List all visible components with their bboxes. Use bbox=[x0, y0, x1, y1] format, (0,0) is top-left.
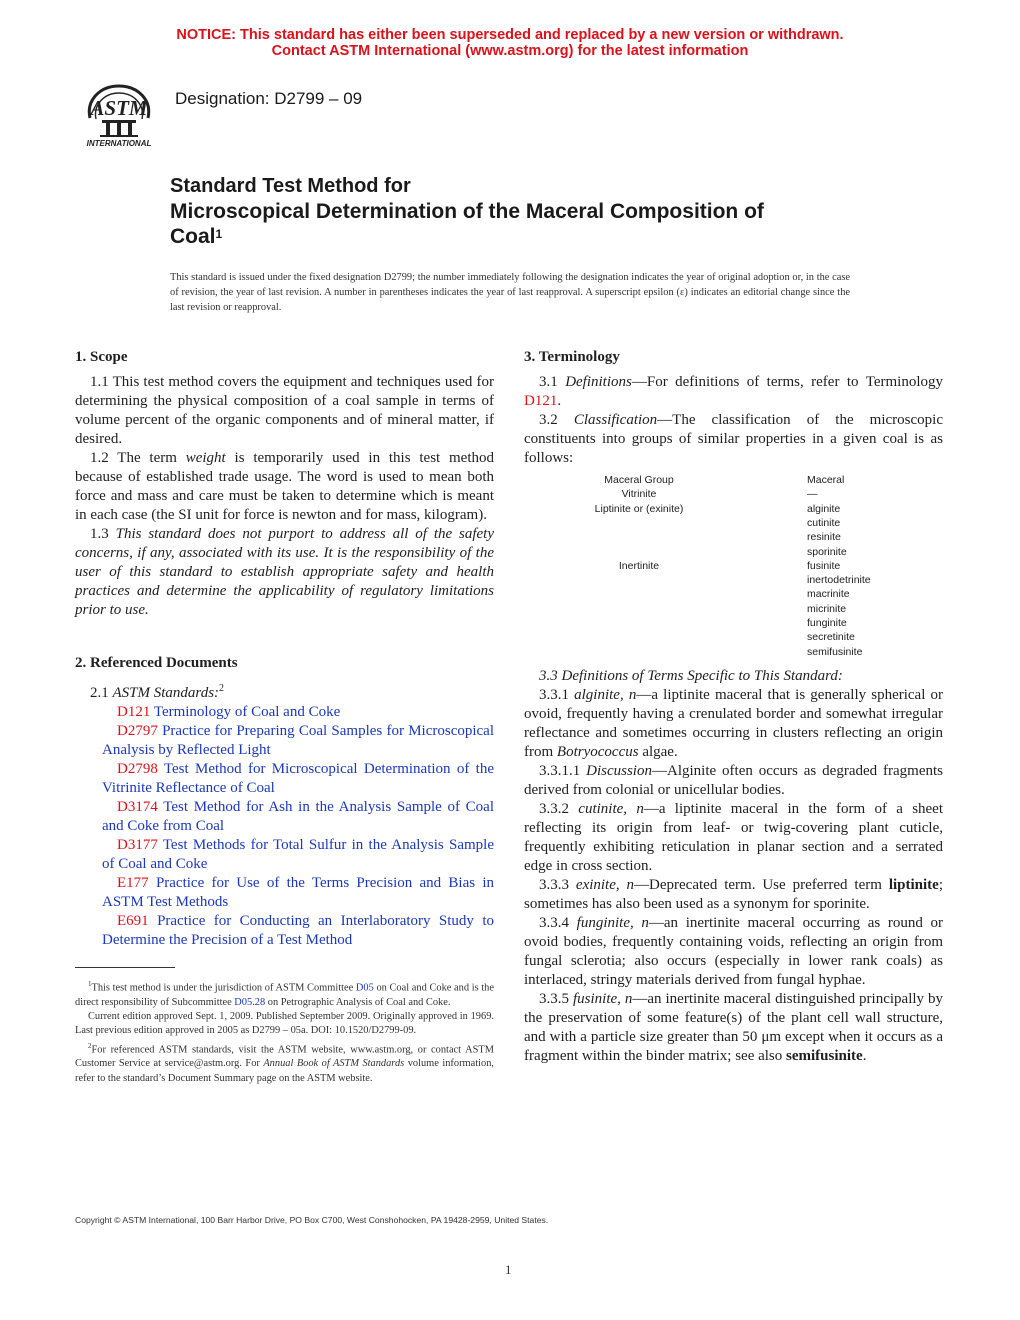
footnotes bbox=[75, 977, 494, 1086]
scope-section bbox=[75, 348, 494, 620]
referenced-list bbox=[75, 703, 494, 950]
reference-code-link[interactable]: E177 bbox=[117, 875, 149, 891]
term-funginite: 3.3.4 funginite, n—an inertinite maceral occurring as round or ovoid bodies, frequently containing voids, reflecting an origin from fungal sclerotia; also occurs (especially in lower rank coals) as interlaced, stringy materials derived from fungal hyphae. bbox=[524, 915, 944, 988]
title-line-3: Coal bbox=[170, 225, 216, 248]
title-line-1: Standard Test Method for bbox=[170, 175, 411, 197]
reference-item bbox=[75, 836, 494, 874]
reference-code-link[interactable]: D3174 bbox=[117, 799, 158, 815]
reference-title-link[interactable]: Test Methods for Total Sulfur in the Analysis Sample of Coal and Coke bbox=[102, 837, 494, 872]
maceral-table-header-group: Maceral Group bbox=[604, 474, 674, 486]
maceral-name: secretinite bbox=[807, 631, 855, 644]
designation: Designation: D2799 – 09 bbox=[175, 89, 363, 108]
reference-item bbox=[75, 798, 494, 836]
footnote-rule bbox=[75, 967, 175, 968]
term-cutinite: 3.3.2 cutinite, n—a liptinite maceral in the form of a sheet reflecting its origin from leaf- or twig-covering plant cuticle, frequently exhibiting reticulation in planar section and a serrated edge in cross section. bbox=[524, 801, 944, 874]
logo-text: ASTM bbox=[90, 96, 148, 120]
scope-heading: 1. Scope bbox=[75, 349, 128, 365]
maceral-table-header-maceral: Maceral bbox=[807, 474, 845, 486]
reference-code-link[interactable]: E691 bbox=[117, 913, 149, 929]
title-main bbox=[170, 199, 860, 249]
reference-item bbox=[75, 760, 494, 798]
reference-item bbox=[75, 722, 494, 760]
astm-logo bbox=[76, 78, 162, 150]
terminology-3-1: 3.1 Definitions—For definitions of terms, refer to Terminology D121. bbox=[524, 374, 943, 409]
scope-1-2: 1.2 The term weight is temporarily used in this test method because of established trade usage. The word is used to mean both force and mass and care must be taken to determine which is meant in each case (the SI unit for force is newton and for mass, kilogram). bbox=[75, 450, 495, 523]
reference-item bbox=[75, 874, 494, 912]
reference-title-link[interactable]: Practice for Preparing Coal Samples for Microscopical Analysis by Reflected Light bbox=[102, 723, 495, 758]
page-number: 1 bbox=[505, 1262, 512, 1277]
withdrawal-notice-line-2: Contact ASTM International (www.astm.org) for the latest information bbox=[271, 43, 749, 59]
copyright: Copyright © ASTM International, 100 Barr Harbor Drive, PO Box C700, West Conshohocken, PA 19428-2959, United States. bbox=[75, 1215, 549, 1225]
issued-note: This standard is issued under the fixed designation D2799; the number immediately following the designation indicates the year of original adoption or, in the case of revision, the year of last revision. A number in parentheses indicates the year of last reapproval. A superscript epsilon (ε) indicates an editorial change since the last revision or reapproval. bbox=[170, 272, 850, 313]
footnote-edition: Current edition approved Sept. 1, 2009. Published September 2009. Originally approved in 1969. Last previous edition approved in 2005 as D2799 – 05a. DOI: 10.1520/D2799-09. bbox=[75, 1011, 494, 1037]
maceral-name: sporinite bbox=[807, 545, 847, 558]
referenced-intro: 2.1 ASTM Standards:$^2$ bbox=[90, 683, 225, 701]
reference-title-link[interactable]: Test Method for Microscopical Determination of the Vitrinite Reflectance of Coal bbox=[102, 761, 494, 796]
maceral-name: fusinite bbox=[807, 559, 841, 572]
reference-code-link[interactable]: D2798 bbox=[117, 761, 158, 777]
reference-code-link[interactable]: D121 bbox=[117, 704, 151, 720]
referenced-documents-section bbox=[75, 654, 494, 950]
referenced-heading: 2. Referenced Documents bbox=[75, 655, 238, 671]
term-exinite: 3.3.3 exinite, n—Deprecated term. Use preferred term liptinite; sometimes has also been used as a synonym for sporinite. bbox=[524, 877, 943, 912]
terminology-specific bbox=[524, 667, 943, 1066]
astm-logo-mark bbox=[76, 78, 162, 150]
terminology-heading: 3. Terminology bbox=[524, 349, 620, 365]
maceral-name: cutinite bbox=[807, 516, 841, 529]
maceral-group-label: Liptinite or (exinite) bbox=[594, 502, 684, 515]
terminology-3-3: 3.3 Definitions of Terms Specific to This Standard: bbox=[539, 668, 843, 684]
reference-title-link[interactable]: Practice for Use of the Terms Precision and Bias in ASTM Test Methods bbox=[102, 875, 495, 910]
term-alginite-discussion: 3.3.1.1 Discussion—Alginite often occurs as degraded fragments derived from colonial or unicellular bodies. bbox=[524, 763, 943, 798]
maceral-name: micrinite bbox=[807, 602, 847, 615]
link-d05[interactable]: D05 bbox=[355, 982, 374, 994]
scope-1-1: 1.1 This test method covers the equipment and techniques used for determining the physical composition of a coal sample in terms of volume percent of the organic components and of mineral matter, if desired. bbox=[75, 374, 494, 447]
maceral-name: inertodetrinite bbox=[807, 574, 871, 587]
reference-item bbox=[75, 703, 494, 722]
maceral-name: funginite bbox=[807, 617, 847, 629]
term-fusinite: 3.3.5 fusinite, n—an inertinite maceral distinguished principally by the preservation of some feature(s) of the plant cell wall structure, and with a particle size greater than 50 μm except when it occurs as a fragment within the binder matrix; see also semifusinite. bbox=[524, 991, 944, 1064]
maceral-name: alginite bbox=[807, 502, 841, 515]
title-line-2: Microscopical Determination of the Maceral Composition of bbox=[170, 200, 764, 223]
maceral-group-label: Inertinite bbox=[618, 559, 660, 572]
scope-1-3: 1.3 This standard does not purport to address all of the safety concerns, if any, associated with its use. It is the responsibility of the user of this standard to establish appropriate safety and health practices and determine the applicability of regulatory limitations prior to use. bbox=[75, 526, 495, 618]
maceral-name: macrinite bbox=[807, 588, 850, 601]
reference-title-link[interactable]: Terminology of Coal and Coke bbox=[153, 704, 341, 720]
reference-item bbox=[75, 912, 494, 950]
maceral-group-label: Vitrinite bbox=[621, 488, 657, 501]
footnote-2: $^2$For referenced ASTM standards, visit the ASTM website, www.astm.org, or contact ASTM Customer Service at service@astm.org. For Annual Book of ASTM Standards volume information, refer to the standard’s Document Summary page on the ASTM website. bbox=[75, 1041, 494, 1084]
maceral-name: — bbox=[807, 488, 818, 501]
logo-subtext: INTERNATIONAL bbox=[86, 139, 152, 148]
reference-code-link[interactable]: D2797 bbox=[117, 723, 158, 739]
link-d05-28[interactable]: D05.28 bbox=[234, 996, 266, 1008]
maceral-name: semifusinite bbox=[807, 645, 863, 658]
term-alginite: 3.3.1 alginite, n—a liptinite maceral that is generally spherical or ovoid, frequently having a crenulated border and somewhat irregular reflectance and sometimes occurring in clusters reflecting an origin from Botryococcus algae. bbox=[524, 687, 944, 760]
footnote-1: $^1$This test method is under the jurisdiction of ASTM Committee D05 on Coal and Coke and is the direct responsibility of Subcommittee D05.28 on Petrographic Analysis of Coal and Coke. bbox=[75, 980, 494, 1008]
link-d121[interactable]: D121 bbox=[524, 393, 558, 409]
title-footnote-mark: 1 bbox=[215, 227, 223, 241]
reference-code-link[interactable]: D3177 bbox=[117, 837, 158, 853]
maceral-name: resinite bbox=[807, 531, 841, 544]
terminology-section bbox=[524, 348, 943, 468]
reference-title-link[interactable]: Test Method for Ash in the Analysis Sample of Coal and Coke from Coal bbox=[102, 799, 494, 834]
reference-title-link[interactable]: Practice for Conducting an Interlaboratory Study to Determine the Precision of a Test Method bbox=[102, 913, 494, 948]
terminology-3-2: 3.2 Classification—The classification of the microscopic constituents into groups of similar properties in a given coal is as follows: bbox=[524, 412, 943, 466]
withdrawal-notice-line-1: NOTICE: This standard has either been superseded and replaced by a new version or withdrawn. bbox=[176, 27, 844, 43]
